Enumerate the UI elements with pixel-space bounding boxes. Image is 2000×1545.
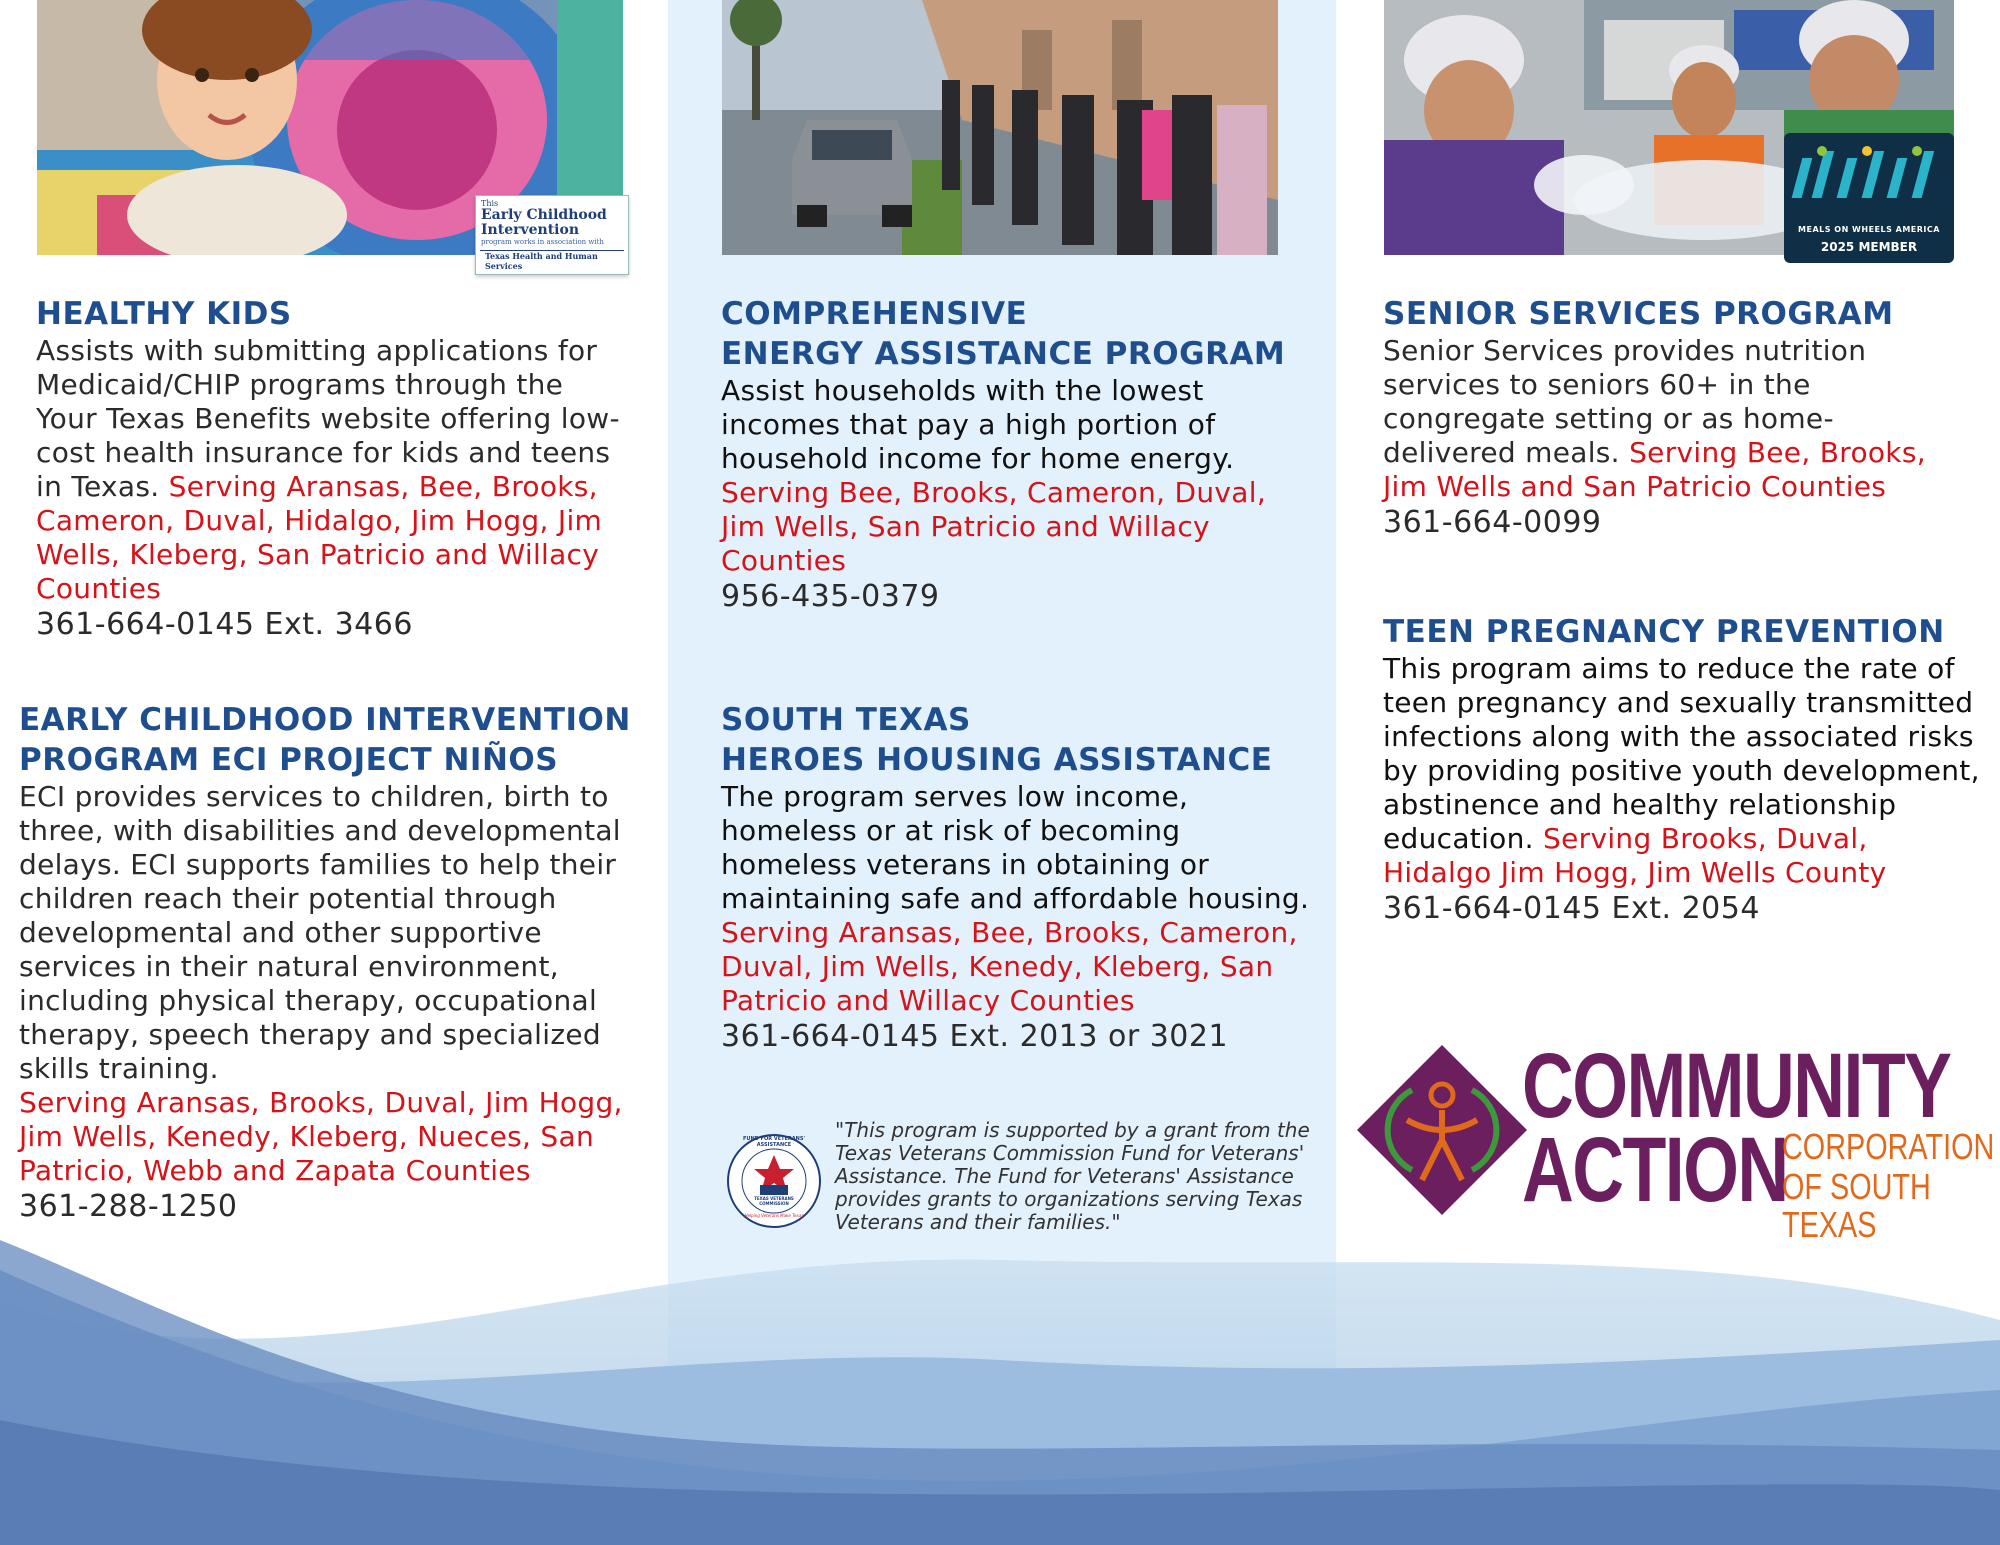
community-action-logo [1352,1035,1995,1245]
ceap-phone: 956-435-0379 [721,579,940,614]
meals-on-wheels-logo-icon [1784,133,1954,213]
eci-phone: 361-288-1250 [19,1189,238,1224]
senior-title: SENIOR SERVICES PROGRAM [1383,296,1894,332]
senior-serving: Serving Bee, Brooks, Jim Wells and San Patricio Counties [1383,436,1926,503]
logo-sub-corporation: CORPORATION [1782,1126,1995,1167]
veterans-grant-quote: "This program is supported by a grant from the Texas Veterans Commission Fund for Veterans' Assistance. The Fund for Veterans' Assistance provides grants to organizations serving Texas Veterans and their families." [835,1118,1310,1234]
logo-word-community: COMMUNITY [1522,1035,1951,1137]
community-action-emblem-icon [1352,1040,1532,1220]
eci-serving: Serving Aransas, Brooks, Duval, Jim Hogg, Jim Wells, Kenedy, Kleberg, Nueces, San Patricio, Webb and Zapata Counties [19,1086,623,1187]
eci-badge-line3: Intervention [481,222,579,238]
decorative-waves [0,1240,2000,1545]
healthy-kids-body [36,334,626,606]
senior-section [1383,294,1983,542]
logo-sub-south-texas: OF SOUTH TEXAS [1782,1166,1931,1245]
heroes-serving: Serving Aransas, Bee, Brooks, Cameron, Duval, Jim Wells, Kenedy, Kleberg, San Patricio and Willacy Counties [721,916,1298,1017]
heroes-title-line1: SOUTH TEXAS [721,702,971,738]
healthy-kids-title: HEALTHY KIDS [36,296,292,332]
heroes-title-line2: HEROES HOUSING ASSISTANCE [721,742,1273,778]
mow-brand: MEALS ON WHEELS AMERICA [1798,225,1940,234]
senior-body [1383,334,1953,504]
meals-on-wheels-badge [1784,133,1954,263]
ceap-title-line1: COMPREHENSIVE [721,296,1028,332]
ceap-title-line2: ENERGY ASSISTANCE PROGRAM [721,336,1286,372]
ceap-body [721,374,1281,578]
eci-description: ECI provides services to children, birth to three, with disabilities and developmental delays. ECI supports families to help their children reach their potential through developmental and other supportive services in their natural environment, including physical therapy, occupational therapy, speech therapy and specialized skills training. [19,780,621,1085]
mow-member: 2025 MEMBER [1820,240,1918,254]
eci-title-line1: EARLY CHILDHOOD INTERVENTION [19,702,631,738]
heroes-body [721,780,1311,1018]
senior-description: Senior Services provides nutrition services to seniors 60+ in the congregate setting or as home-delivered meals. [1383,334,1867,469]
ceap-section [721,294,1321,616]
healthy-kids-phone: 361-664-0145 Ext. 3466 [36,607,413,642]
eci-body [19,780,644,1188]
ceap-serving: Serving Bee, Brooks, Cameron, Duval, Jim Wells, San Patricio and Willacy Counties [721,476,1267,577]
seal-motto: Helping Veterans Make Texas [744,1213,804,1218]
teen-title: TEEN PREGNANCY PREVENTION [1383,614,1945,650]
teen-phone: 361-664-0145 Ext. 2054 [1383,891,1760,926]
eci-title-line2: PROGRAM ECI PROJECT NIÑOS [19,742,559,778]
eci-badge-line4: program works in association with [481,238,604,246]
healthy-kids-serving: Serving Aransas, Bee, Brooks, Cameron, Duval, Hidalgo, Jim Hogg, Jim Wells, Kleberg, San Patricio and Willacy Counties [36,470,603,605]
ceap-description: Assist households with the lowest incomes that pay a high portion of household income for home energy. [721,374,1235,475]
senior-phone: 361-664-0099 [1383,505,1602,540]
eci-badge-line1: This [481,199,499,208]
energy-assistance-photo [722,0,1278,255]
teen-body [1383,652,1983,890]
eci-section [19,700,649,1226]
healthy-kids-section [36,294,636,644]
seal-ring-text: FUND FOR VETERANS' ASSISTANCE [743,1136,805,1148]
heroes-section [721,700,1321,1056]
healthy-kids-description: Assists with submitting applications for Medicaid/CHIP programs through the Your Texas Benefits website offering low-cost health insurance for kids and teens in Texas. [36,334,620,503]
veterans-fund-seal [726,1133,822,1229]
teen-description: This program aims to reduce the rate of teen pregnancy and sexually transmitted infections along with the associated risks by providing positive youth development, abstinence and healthy relationship education. [1383,652,1980,855]
seal-center-text: TEXAS VETERANS COMMISSION [754,1196,794,1206]
teen-section [1383,612,1983,928]
eci-badge-line2: Early Childhood [481,207,607,223]
logo-word-action: ACTION [1522,1119,1788,1221]
teen-serving: Serving Brooks, Duval, Hidalgo Jim Hogg, Jim Wells County [1383,822,1887,889]
heroes-phone: 361-664-0145 Ext. 2013 or 3021 [721,1019,1229,1054]
heroes-description: The program serves low income, homeless or at risk of becoming homeless veterans in obtaining or maintaining safe and affordable housing. [721,780,1310,915]
eci-badge [475,195,629,275]
eci-badge-line5: Texas Health and Human Services [480,250,624,271]
